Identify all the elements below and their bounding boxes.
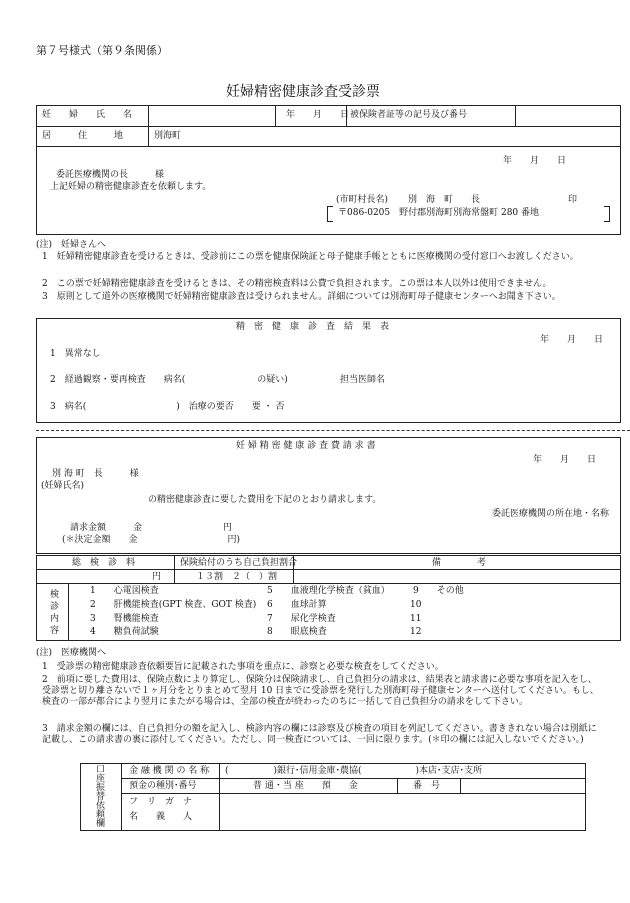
result-observation: 2 経過観察・要再検査 病名( の疑い) — [50, 375, 288, 385]
fee-h-ratio: 保険給付のうち自己負担割合 — [180, 558, 298, 568]
exam-item: 3 腎機能検査 — [90, 614, 159, 624]
seal-mark: 印 — [568, 195, 578, 205]
invoice-amount: 請求金額 金 円 — [70, 523, 233, 533]
exam-item: 11 — [410, 614, 422, 624]
request-date: 年 月 日 — [503, 156, 567, 166]
form-number: 第７号様式（第９条関係） — [36, 44, 168, 57]
exam-item: 10 — [410, 600, 422, 610]
exam-date: 年 月 日 — [286, 110, 350, 120]
account-number-label: 番 号 — [413, 781, 441, 791]
invoice-title: 妊 婦 精 密 健 康 診 査 費 請 求 書 — [236, 441, 376, 451]
invoice-patient: (妊婦氏名) — [41, 481, 85, 491]
exam-item: 9 その他 — [413, 586, 464, 596]
mayor-address: 〒086-0205 野付郡別海町別海常盤町 280 番地 — [338, 208, 540, 218]
exam-side-2: 診 — [50, 602, 60, 612]
invoice-body: の精密健康診査に要した費用を下記のとおり請求します。 — [148, 495, 382, 505]
exam-item: 1 心電図検査 — [90, 586, 159, 596]
invoice-clinic: 委託医療機関の所在地・名称 — [492, 509, 610, 519]
exam-side-3: 内 — [50, 614, 60, 624]
exam-item: 12 — [410, 627, 422, 637]
exam-item: 7 尿化学検査 — [267, 614, 336, 624]
invoice-decided: (＊決定金額 金 円) — [62, 535, 241, 545]
name-label: 妊 婦 氏 名 — [42, 110, 133, 120]
invoice-to: 別 海 町 長 様 — [52, 469, 139, 479]
note-medical-2: 2 前項に要した費用は、保険点数により算定し、保険分は保険請求し、自己負担分の請求は、結果表と請求書に必要な事項を記入をし、受診票と切り離さないで１ヶ月分をとりまとめて翌月 10 日までに受診票を発行した別海町母子健康センターへ送付してください。もし、検査の一部が都合により翌月にまたがる場合は、全部の検査が終わったのちに一括して自己負担分の請求をして下さい。 — [42, 675, 599, 707]
exam-item: 8 眼底検査 — [267, 627, 327, 637]
note-medical-head: (注) 医療機関へ — [36, 648, 107, 658]
fee-yen: 円 — [152, 572, 162, 582]
account-holder-label: 名 義 人 — [129, 812, 193, 822]
mayor-name: 別 海 町 長 — [408, 195, 481, 205]
request-body: 上記妊婦の精密健康診査を依頼します。 — [50, 182, 212, 192]
result-doctor: 担当医師名 — [340, 375, 386, 385]
result-disease: 3 病名( ) 治療の要否 要 ・ 否 — [50, 402, 285, 412]
results-title: 精 密 健 康 診 査 結 果 表 — [236, 322, 390, 332]
cut-line — [36, 430, 630, 431]
exam-item: 4 糖負荷試験 — [90, 627, 159, 637]
exam-side-4: 容 — [50, 626, 60, 636]
insurance-label: 被保険者証等の記号及び番号 — [350, 110, 468, 120]
result-normal: 1 異常なし — [50, 349, 101, 359]
note-women-head: (注) 妊婦さんへ — [36, 240, 106, 250]
results-date: 年 月 日 — [540, 335, 604, 345]
form-title: 妊婦精密健康診査受診票 — [226, 84, 380, 100]
exam-side-1: 検 — [50, 590, 60, 600]
note-women-2: 2 この票で妊婦精密健康診査を受けるときは、その精密検査料は公費で負担されます。この票は本人以外は使用できません。 — [42, 279, 552, 289]
exam-item: 6 血球計算 — [267, 600, 327, 610]
note-medical-3: 3 請求金額の欄には、自己負担分の額を記入し、検診内容の欄には診察及び検査の項目を列記してください。書ききれない場合は別紙に記載し、この請求書の裏に添付してください。ただし、同一検査については、一回に限ります。(＊印の欄には記入しないでください。) — [42, 724, 597, 745]
account-type-label: 預金の種別･番号 — [129, 781, 197, 791]
fee-h-notes: 備 考 — [432, 558, 487, 568]
request-to: 委託医療機関の長 様 — [56, 170, 165, 180]
invoice-date: 年 月 日 — [533, 455, 597, 465]
fee-ratio: １３割 ２（ ）割 — [196, 572, 278, 582]
note-medical-1: 1 受診票の精密健康診査依頼要旨に記載された事項を重点に、診察と必要な検査をしてください。 — [42, 662, 444, 672]
address-label: 居 住 地 — [42, 131, 124, 141]
mayor-label: (市町村長名) — [336, 195, 389, 205]
address-value: 別海町 — [154, 131, 182, 141]
account-type-field[interactable]: 普 通・当 座 預 金 — [253, 781, 358, 791]
fee-h-total: 総 検 診 料 — [72, 558, 136, 568]
bank-name-label: 金 融 機 関 の 名 称 — [129, 766, 210, 776]
furigana-label: フ リ ガ ナ — [129, 797, 193, 807]
bank-side-label: 口 座 振 替 依 頼 欄 — [96, 765, 106, 829]
note-women-3: 3 原則として道外の医療機関で妊婦精密健康診査は受けられません。詳細については別海町母子健康センターへお聞き下さい。 — [42, 292, 561, 302]
bank-name-field[interactable]: ( )銀行･信用金庫･農協( )本店･支店･支所 — [225, 766, 483, 776]
exam-item: 5 血液理化学検査（貧血） — [267, 586, 390, 596]
exam-item: 2 肝機能検査(GPT 検査、GOT 検査) — [90, 600, 257, 610]
note-women-1: 1 妊婦精密健康診査を受けるときは、受診前にこの票を健康保険証と母子健康手帳とともに医療機関の受付窓口へお渡しください。 — [42, 252, 579, 262]
